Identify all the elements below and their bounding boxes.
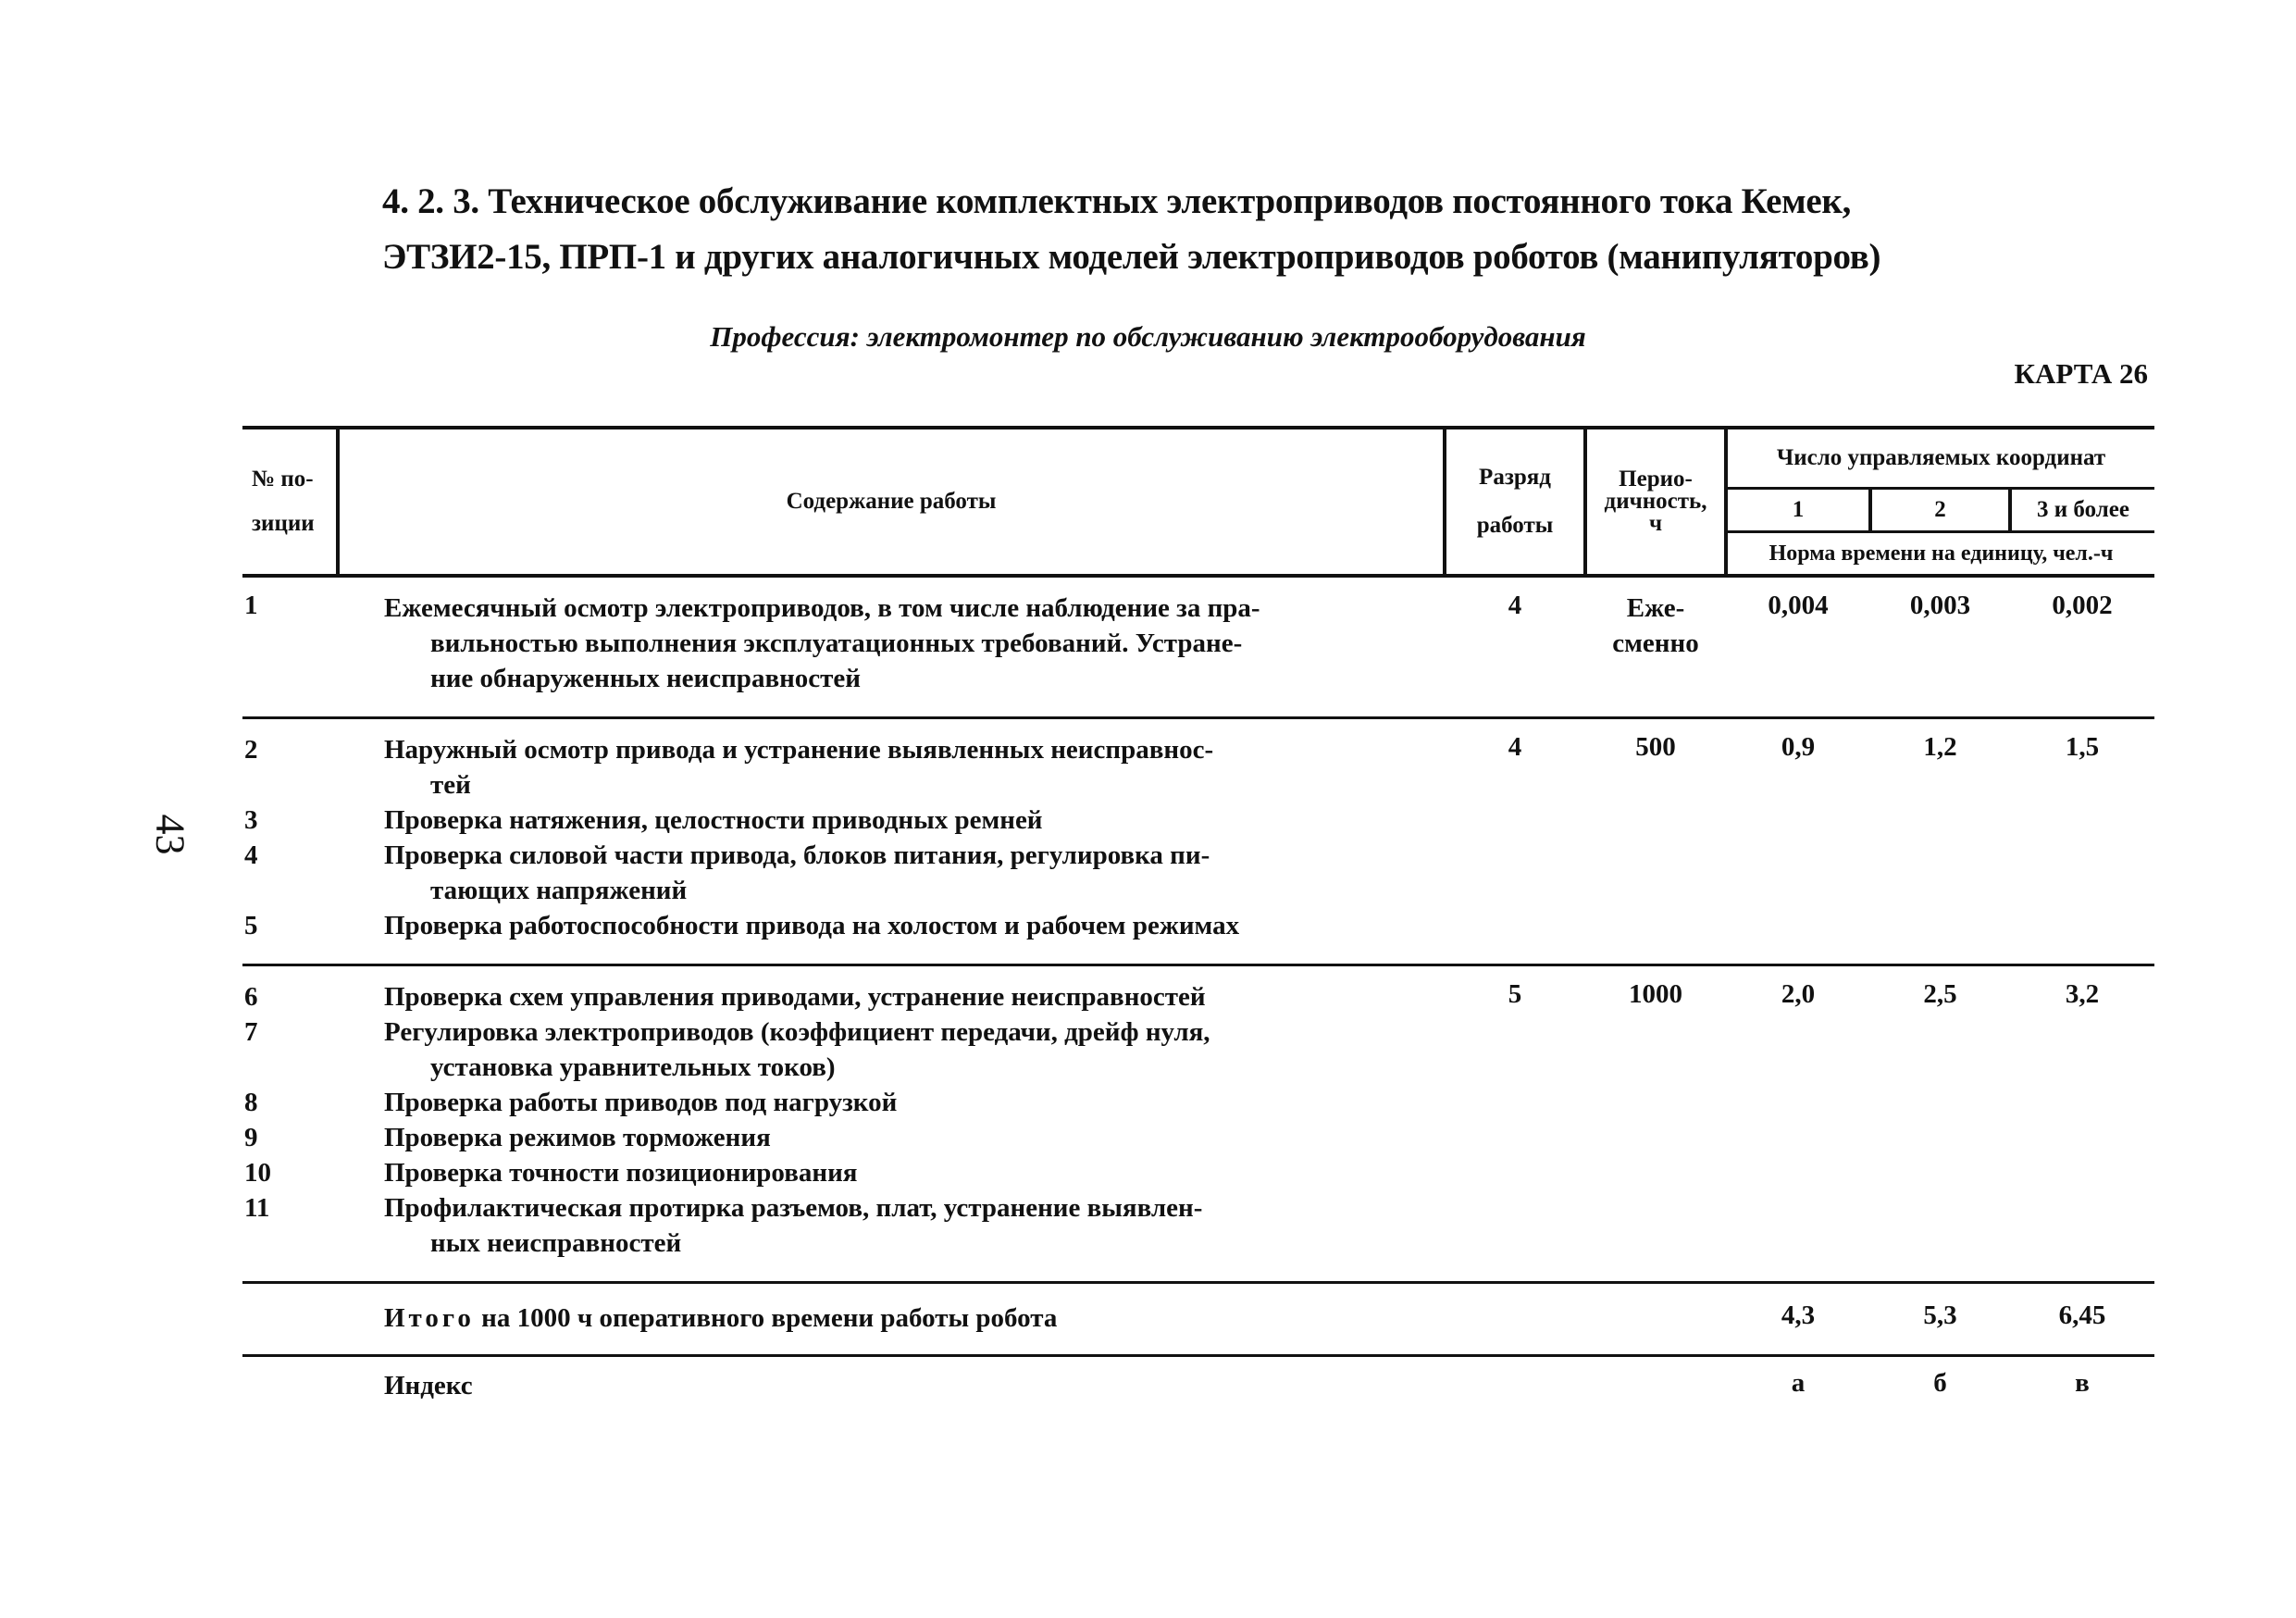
table-row bbox=[242, 965, 2154, 1283]
norm-value-3: 0,002 bbox=[2052, 591, 2113, 620]
norm-value-2: 2,5 bbox=[1870, 965, 2010, 1283]
header-norm: Норма времени на единицу, чел.-ч bbox=[1726, 532, 2154, 577]
work-description bbox=[338, 576, 1445, 718]
work-line: Проверка режимов торможения bbox=[384, 1123, 771, 1152]
header-period bbox=[1585, 428, 1726, 576]
position-numbers bbox=[242, 718, 338, 965]
profession-caption: Профессия: электромонтер по обслуживанию электрооборудования bbox=[710, 320, 1586, 353]
period-line: Еже- bbox=[1626, 593, 1685, 623]
norm-value-3: 3,2 bbox=[2010, 965, 2154, 1283]
position-number: 10 bbox=[244, 1158, 271, 1188]
position-number: 7 bbox=[244, 1017, 258, 1047]
header-grade-line-1: Разряд bbox=[1479, 465, 1551, 490]
position-number: 6 bbox=[244, 982, 258, 1012]
table-row bbox=[242, 718, 2154, 965]
header-coordinates: Число управляемых координат bbox=[1726, 428, 2154, 489]
position-number: 3 bbox=[244, 805, 258, 835]
work-line: Проверка схем управления приводами, устранение неисправностей bbox=[384, 982, 1206, 1012]
work-line: тей bbox=[430, 770, 471, 800]
header-coord-2: 2 bbox=[1870, 489, 2010, 532]
work-norms-table bbox=[242, 426, 2154, 1403]
header-period-line-1: Перио- bbox=[1619, 467, 1693, 492]
total-value-3: 6,45 bbox=[2010, 1283, 2154, 1356]
position-number: 5 bbox=[244, 911, 258, 940]
work-line: Регулировка электроприводов (коэффициент передачи, дрейф нуля, bbox=[384, 1017, 1210, 1047]
header-position-line-2: зиции bbox=[252, 511, 315, 536]
index-value-2: б bbox=[1870, 1356, 2010, 1404]
work-line: Профилактическая протирка разъемов, плат, устранение выявлен- bbox=[384, 1193, 1203, 1223]
card-label: КАРТА 26 bbox=[2014, 357, 2148, 390]
table-row bbox=[242, 576, 2154, 718]
work-line: Проверка точности позиционирования bbox=[384, 1158, 858, 1188]
total-label-rest: на 1000 ч оперативного времени работы робота bbox=[474, 1303, 1058, 1333]
work-line: тающих напряжений bbox=[430, 876, 688, 905]
total-row bbox=[242, 1283, 2154, 1356]
work-line: Проверка натяжения, целостности приводных ремней bbox=[384, 805, 1043, 835]
work-line: Проверка работоспособности привода на холостом и рабочем режимах bbox=[384, 911, 1240, 940]
index-value-3: в bbox=[2010, 1356, 2154, 1404]
period-value bbox=[1585, 576, 1726, 718]
position-number: 9 bbox=[244, 1123, 258, 1152]
index-row bbox=[242, 1356, 2154, 1404]
norm-value-3: 1,5 bbox=[2010, 718, 2154, 965]
header-coord-3: 3 и более bbox=[2010, 489, 2154, 532]
position-number: 1 bbox=[244, 591, 258, 620]
title-line-1: 4. 2. 3. Техническое обслуживание комплектных электроприводов постоянного тока Кемек, bbox=[382, 181, 1852, 221]
period-value: 500 bbox=[1585, 718, 1726, 965]
work-line: вильностью выполнения эксплуатационных требований. Устране- bbox=[430, 629, 1243, 658]
position-numbers bbox=[242, 965, 338, 1283]
header-coord-1: 1 bbox=[1726, 489, 1870, 532]
header-position-line-1: № по- bbox=[252, 467, 314, 492]
work-description bbox=[338, 965, 1445, 1283]
total-label-word: Итого bbox=[384, 1303, 475, 1333]
position-number: 2 bbox=[244, 735, 258, 765]
header-grade bbox=[1445, 428, 1585, 576]
period-value: 1000 bbox=[1585, 965, 1726, 1283]
work-line: ных неисправностей bbox=[430, 1228, 682, 1258]
total-value-2: 5,3 bbox=[1870, 1283, 2010, 1356]
norm-value-1: 2,0 bbox=[1726, 965, 1870, 1283]
index-label: Индекс bbox=[338, 1356, 1445, 1404]
index-value-1: а bbox=[1726, 1356, 1870, 1404]
page-number: 43 bbox=[147, 814, 193, 855]
total-value-1: 4,3 bbox=[1726, 1283, 1870, 1356]
work-line: ние обнаруженных неисправностей bbox=[430, 664, 862, 693]
header-period-line-2: дичность, bbox=[1604, 489, 1707, 514]
grade-value: 4 bbox=[1445, 718, 1585, 965]
work-line: Наружный осмотр привода и устранение выявленных неисправнос- bbox=[384, 735, 1214, 765]
grade-value: 4 bbox=[1508, 591, 1522, 620]
work-line: Проверка силовой части привода, блоков питания, регулировка пи- bbox=[384, 840, 1210, 870]
position-number: 8 bbox=[244, 1088, 258, 1117]
title-line-2: ЭТЗИ2-15, ПРП-1 и других аналогичных моделей электроприводов роботов (манипуляторов) bbox=[382, 237, 1881, 277]
header-content: Содержание работы bbox=[338, 428, 1445, 576]
header-period-line-3: ч bbox=[1648, 511, 1663, 536]
norm-value-2: 1,2 bbox=[1870, 718, 2010, 965]
header-grade-line-2: работы bbox=[1476, 513, 1554, 538]
grade-value: 5 bbox=[1445, 965, 1585, 1283]
position-number: 4 bbox=[244, 840, 258, 870]
work-line: Проверка работы приводов под нагрузкой bbox=[384, 1088, 898, 1117]
header-position bbox=[242, 428, 338, 576]
work-description bbox=[338, 718, 1445, 965]
norm-value-1: 0,9 bbox=[1726, 718, 1870, 965]
work-line: установка уравнительных токов) bbox=[430, 1052, 836, 1082]
total-label bbox=[338, 1283, 1445, 1356]
work-line: Ежемесячный осмотр электроприводов, в том числе наблюдение за пра- bbox=[384, 593, 1260, 623]
period-line: сменно bbox=[1612, 629, 1699, 658]
position-number: 11 bbox=[244, 1193, 270, 1223]
norm-value-1: 0,004 bbox=[1768, 591, 1829, 620]
section-title bbox=[382, 174, 2141, 285]
norm-value-2: 0,003 bbox=[1909, 591, 1971, 620]
